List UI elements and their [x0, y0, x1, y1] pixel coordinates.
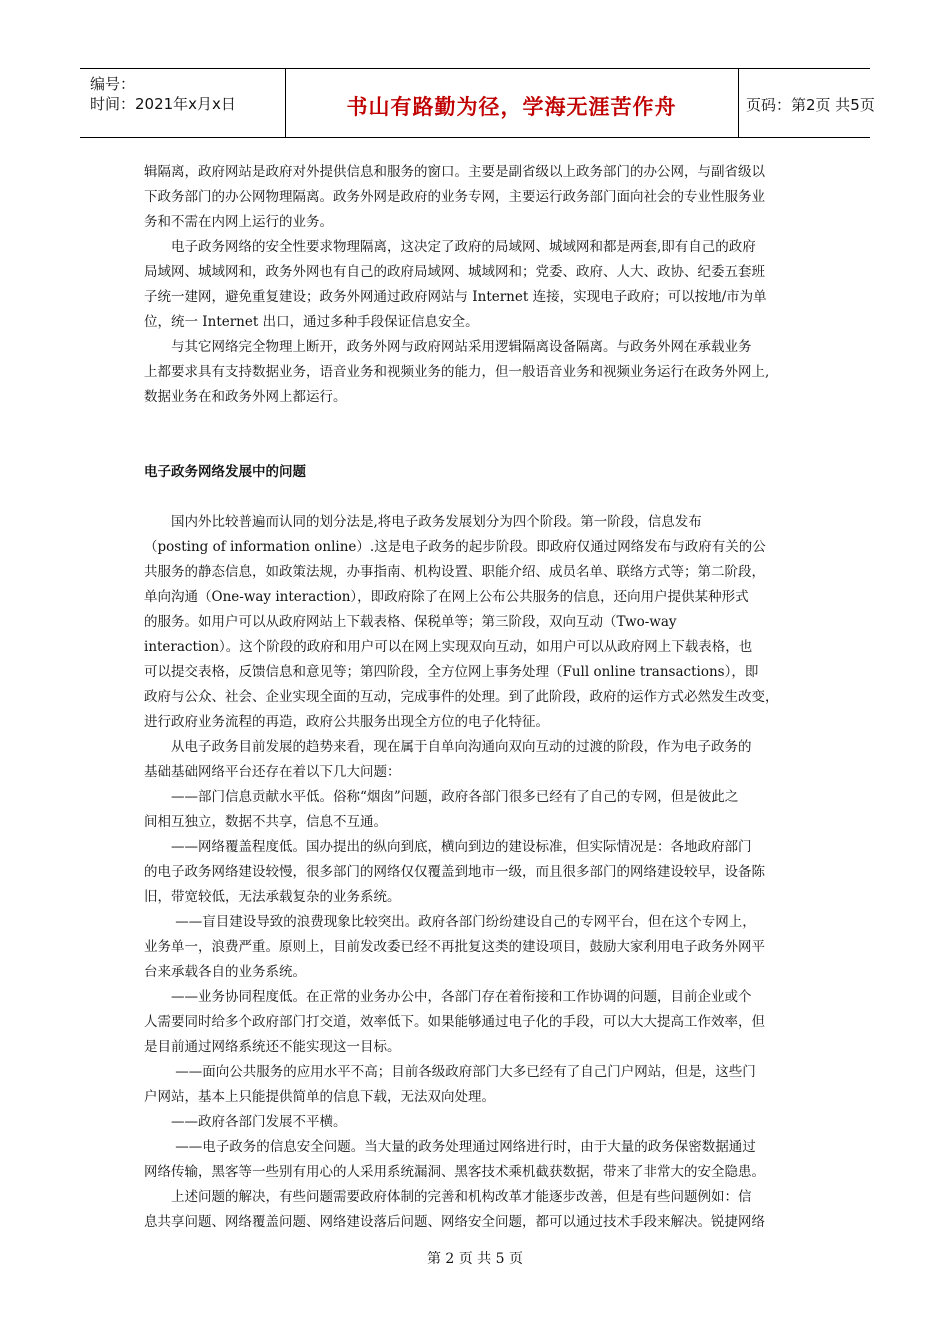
text-line: ——网络覆盖程度低。国办提出的纵向到底，横向到边的建设标准，但实际情况是：各地政府部门 [144, 839, 752, 855]
text-line: ——面向公共服务的应用水平不高；目前各级政府部门大多已经有了自己门户网站，但是，这些门 [144, 1064, 756, 1080]
text-line: 基础基础网络平台还存在着以下几大问题： [144, 764, 401, 780]
text-line: 位，统一 Internet 出口，通过多种手段保证信息安全。 [144, 314, 479, 330]
text-line: 共服务的静态信息，如政策法规，办事指南、机构设置、职能介绍、成员名单、联络方式等；第二阶段， [144, 564, 765, 580]
text-line: 台来承载各自的业务系统。 [144, 964, 306, 980]
header-meta-cell [80, 69, 286, 137]
text-line: 人需要同时给多个政府部门打交道，效率低下。如果能够通过电子化的手段，可以大大提高工作效率，但 [144, 1014, 765, 1030]
paragraph-3 [144, 335, 819, 410]
text-line: 户网站，基本上只能提供简单的信息下载，无法双向处理。 [144, 1089, 495, 1105]
text-line: 辑隔离，政府网站是政府对外提供信息和服务的窗口。主要是副省级以上政务部门的办公网，与副省级以 [144, 164, 765, 180]
text-line: 子统一建网，避免重复建设；政务外网通过政府网站与 Internet 连接，实现电子政府；可以按地/市为单 [144, 289, 767, 305]
text-line: 旧，带宽较低，无法承载复杂的业务系统。 [144, 889, 401, 905]
paragraph-5 [144, 735, 819, 1235]
header-page-info: 页码：第2页 共5页 [746, 96, 875, 114]
spacer [144, 435, 819, 460]
text-line: ——业务协同程度低。在正常的业务办公中，各部门存在着衔接和工作协调的问题，目前企业或个 [144, 989, 752, 1005]
text-line: 局域网、城域网和，政务外网也有自己的政府局域网、城域网和；党委、政府、人大、政协、纪委五套班 [144, 264, 765, 280]
text-line: 电子政务网络的安全性要求物理隔离，这决定了政府的局域网、城域网和都是两套,即有自己的政府 [144, 239, 756, 255]
text-line: 进行政府业务流程的再造，政府公共服务出现全方位的电子化特征。 [144, 714, 549, 730]
text-line: 务和不需在内网上运行的业务。 [144, 214, 333, 230]
section-heading: 电子政务网络发展中的问题 [144, 464, 306, 480]
text-line: 与其它网络完全物理上断开，政务外网与政府网站采用逻辑隔离设备隔离。与政务外网在承载业务 [144, 339, 752, 355]
paragraph-2 [144, 235, 819, 335]
text-line: 息共享问题、网络覆盖问题、网络建设落后问题、网络安全问题，都可以通过技术手段来解决。锐捷网络 [144, 1214, 765, 1230]
text-line: 间相互独立，数据不共享，信息不互通。 [144, 814, 387, 830]
text-line: 网络传输，黑客等一些别有用心的人采用系统漏洞、黑客技术乘机截获数据，带来了非常大的安全隐患。 [144, 1164, 765, 1180]
text-line: interaction）。这个阶段的政府和用户可以在网上实现双向互动，如用户可以从政府网上下载表格，也 [144, 639, 753, 655]
page-header [80, 68, 875, 138]
text-line: 数据业务在和政务外网上都运行。 [144, 389, 347, 405]
document-date-label: 时间：2021年x月x日 [90, 95, 236, 113]
header-page-cell [738, 69, 875, 137]
text-line: 从电子政务目前发展的趋势来看，现在属于自单向沟通向双向互动的过渡的阶段，作为电子政务的 [144, 739, 752, 755]
spacer [144, 410, 819, 435]
document-body [144, 160, 819, 1235]
text-line: 政府与公众、社会、企业实现全面的互动，完成事件的处理。到了此阶段，政府的运作方式必然发生改变， [144, 689, 779, 705]
text-line: 业务单一，浪费严重。原则上，目前发改委已经不再批复这类的建设项目，鼓励大家利用电子政务外网平 [144, 939, 765, 955]
text-line: 的服务。如用户可以从政府网站上下载表格、保税单等；第三阶段，双向互动（Two-way [144, 614, 677, 630]
text-line: ——电子政务的信息安全问题。当大量的政务处理通过网络进行时，由于大量的政务保密数据通过 [144, 1139, 756, 1155]
text-line: 上都要求具有支持数据业务，语音业务和视频业务的能力，但一般语音业务和视频业务运行在政务外网上, [144, 364, 770, 380]
text-line: ——盲目建设导致的浪费现象比较突出。政府各部门纷纷建设自己的专网平台，但在这个专网上， [144, 914, 756, 930]
page-footer: 第 2 页 共 5 页 [426, 1251, 524, 1267]
header-motto: 书山有路勤为径，学海无涯苦作舟 [346, 95, 677, 119]
spacer [144, 485, 819, 510]
text-line: 是目前通过网络系统还不能实现这一目标。 [144, 1039, 401, 1055]
text-line: 可以提交表格，反馈信息和意见等；第四阶段，全方位网上事务处理（Full online transactions），即 [144, 664, 759, 680]
text-line: ——部门信息贡献水平低。俗称“烟囱”问题，政府各部门很多已经有了自己的专网，但是彼此之 [144, 789, 739, 805]
paragraph-1 [144, 160, 819, 235]
text-line: 上述问题的解决，有些问题需要政府体制的完善和机构改革才能逐步改善，但是有些问题例如：信 [144, 1189, 752, 1205]
text-line: 下政务部门的办公网物理隔离。政务外网是政府的业务专网，主要运行政务部门面向社会的专业性服务业 [144, 189, 765, 205]
text-line: 单向沟通（One-way interaction），即政府除了在网上公布公共服务的信息，还向用户提供某种形式 [144, 589, 749, 605]
text-line: ——政府各部门发展不平横。 [144, 1114, 347, 1130]
header-motto-cell [285, 69, 739, 137]
document-number-label: 编号： [90, 75, 136, 93]
text-line: 的电子政务网络建设较慢，很多部门的网络仅仅覆盖到地市一级，而且很多部门的网络建设较早，设备陈 [144, 864, 765, 880]
paragraph-4 [144, 510, 819, 735]
text-line: （posting of information online）.这是电子政务的起步阶段。即政府仅通过网络发布与政府有关的公 [144, 539, 766, 555]
text-line: 国内外比较普遍而认同的划分法是,将电子政务发展划分为四个阶段。第一阶段，信息发布 [144, 514, 702, 530]
